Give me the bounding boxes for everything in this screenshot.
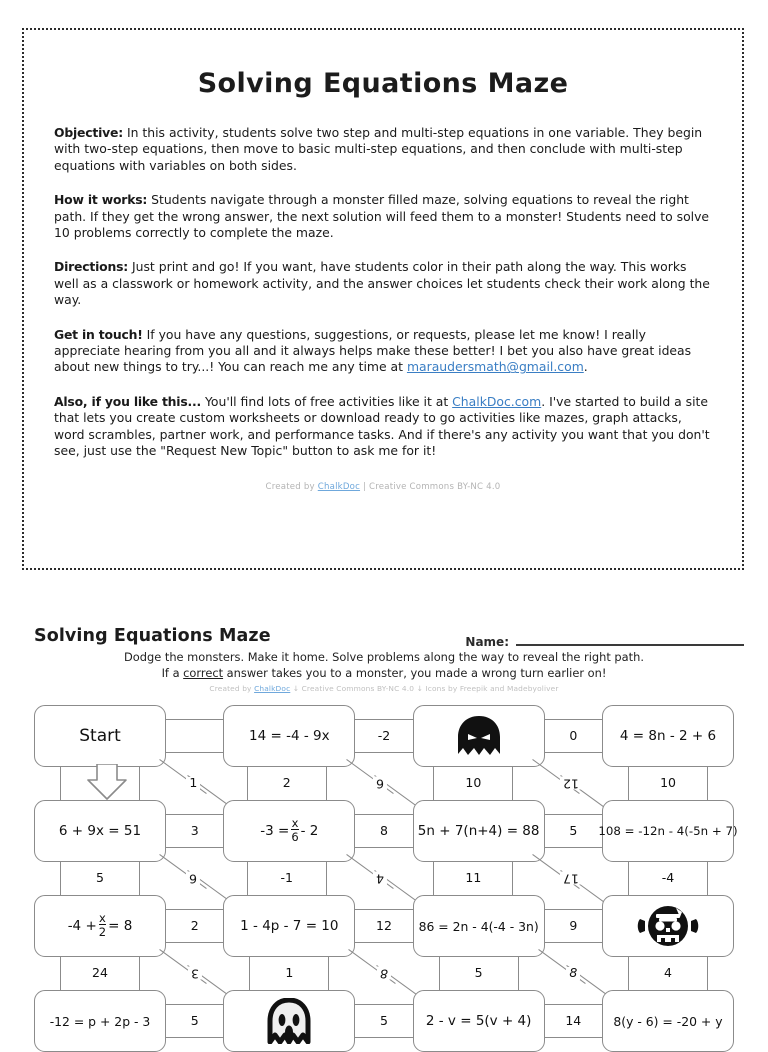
connector-line (166, 752, 223, 753)
maze-link-between-r2-2 (353, 862, 408, 895)
start-arrow-icon (85, 764, 129, 800)
paragraph-body-directions: Just print and go! If you want, have students color in their path along the way. This works well as a classwork or homework activity, and the answer choices let students check their work along the way. (54, 259, 710, 308)
connector-line (139, 862, 140, 895)
maze-answer-b2-3: 17 (560, 872, 582, 885)
maze-cell-r4c1-equation: -12 = p + 2p - 3 (49, 1013, 151, 1029)
maze-gap-1-3 (545, 705, 602, 767)
maze-link-between-r1-2 (353, 767, 408, 800)
maze-gap-2-2 (355, 800, 412, 862)
connector-line (139, 957, 140, 990)
maze-answer-r4-g2: 5 (377, 1015, 391, 1028)
name-field-group (465, 632, 744, 649)
maze-answer-r4-g1: 5 (188, 1015, 202, 1028)
instruction-emphasis-correct: correct (183, 666, 224, 680)
maze-answer-b1-3: 12 (560, 777, 582, 790)
maze-cell-r2c2-equation (260, 815, 319, 844)
maze-answer-u1-4: 10 (657, 777, 679, 790)
maze-answer-b3-3: 8 (566, 967, 580, 980)
connector-line (433, 767, 434, 800)
worksheet-credit-link[interactable]: ChalkDoc (254, 684, 291, 693)
maze-cell-r4c3[interactable] (413, 990, 545, 1052)
connector-line (707, 767, 708, 800)
maze-cell-r2c4[interactable] (598, 800, 738, 862)
maze-gap-2-1 (166, 800, 223, 862)
maze-row-4 (34, 990, 734, 1052)
maze-answer-u1-2: 2 (280, 777, 294, 790)
maze-link-between-r1-1 (166, 767, 221, 800)
fraction (291, 815, 299, 844)
maze-cell-r3c3[interactable] (413, 895, 545, 957)
name-label: Name: (465, 635, 509, 649)
fraction-numerator: x (291, 815, 299, 830)
instruction-line-2-b: answer takes you to a monster, you made a wrong turn earlier on! (223, 666, 607, 680)
maze-gap-3-2 (355, 895, 412, 957)
maze-gap-1-2 (355, 705, 412, 767)
maze-link-between-r3-2 (355, 957, 412, 990)
worksheet-credit (0, 684, 768, 693)
paragraph-how-it-works (54, 192, 712, 241)
ghost-dark-icon (450, 714, 508, 758)
worksheet-header (0, 600, 768, 684)
maze-row-2 (34, 800, 738, 862)
maze-answer-u3-3: 5 (472, 967, 486, 980)
paragraph-body-get-in-touch: If you have any questions, suggestions, or requests, please let me know! I really appreciate hearing from you all and it always helps make these better! I bet you also have great ideas about new things to try...! You can reach me any time at (54, 326, 692, 375)
instruction-line-2 (0, 666, 768, 680)
maze-cell-r4c4[interactable] (602, 990, 734, 1052)
maze-link-under-r1c3 (407, 767, 539, 800)
connector-line (707, 862, 708, 895)
connector-line (628, 767, 629, 800)
maze-link-row-2 (34, 862, 734, 895)
maze-cell-r3c2-equation: 1 - 4p - 7 = 10 (240, 918, 339, 934)
maze-answer-b1-2: 6 (373, 777, 387, 790)
connector-line (707, 957, 708, 990)
paragraph-body-also: You'll find lots of free activities like it at (201, 393, 453, 409)
maze-cell-r4c2-monster[interactable] (223, 990, 355, 1052)
maze-cell-r2c3[interactable] (413, 800, 545, 862)
ghost-outline-icon (264, 998, 314, 1044)
maze-answer-u3-2: 1 (282, 967, 296, 980)
maze-cell-r1c4[interactable] (602, 705, 734, 767)
paragraph-lead-also: Also, if you like this... (54, 393, 202, 409)
maze-link-under-r3c3 (413, 957, 545, 990)
maze-answer-r3-g1: 2 (188, 920, 202, 933)
connector-line (628, 957, 629, 990)
worksheet-credit-pre: Created by (209, 684, 255, 693)
worksheet-page (0, 600, 768, 1029)
maze-answer-u2-1: 5 (93, 872, 107, 885)
name-input-line[interactable] (516, 632, 744, 646)
maze-answer-r2-g2: 8 (377, 825, 391, 838)
maze-answer-u1-3: 10 (462, 777, 484, 790)
paragraph-body-how-it-works: Students navigate through a monster filled maze, solving equations to reveal the right path. If they get the wrong answer, the next solution will feed them to a monster! Students need to solve 10 problems correctly to complete the maze. (54, 192, 710, 241)
maze-cell-r4c4-equation: 8(y - 6) = -20 + y (613, 1013, 723, 1029)
paragraph-tail-get-in-touch: . (583, 359, 588, 375)
maze-gap-3-3 (545, 895, 602, 957)
paragraph-also-if-you-like-this (54, 394, 712, 460)
paragraph-tail-also: . I've started to build a site that lets you create custom worksheets or download ready to go activities like mazes, graph attacks, word scrambles, partner work, and performance tasks. And if there's any activity you want that you don't see, just use the "Request New Topic" button to ask me for it! (54, 393, 710, 459)
connector-line (60, 862, 61, 895)
maze-row-1 (34, 705, 734, 767)
maze-cell-r3c2[interactable] (223, 895, 355, 957)
maze-answer-u2-3: 11 (462, 872, 484, 885)
maze-answer-b3-1: 3 (188, 967, 202, 980)
maze-grid (34, 705, 738, 1052)
maze-answer-r2-g1: 3 (188, 825, 202, 838)
worksheet-title: Solving Equations Maze (34, 626, 271, 646)
maze-cell-r3c1[interactable] (34, 895, 166, 957)
maze-cell-r2c1-equation: 6 + 9x = 51 (58, 823, 142, 839)
paragraph-lead-how-it-works: How it works: (54, 192, 148, 208)
page-title: Solving Equations Maze (197, 68, 569, 99)
instruction-line-2-a: If a (161, 666, 184, 680)
maze-cell-start-label: Start (79, 726, 121, 746)
paragraph-lead-objective: Objective: (54, 125, 124, 140)
fraction (98, 910, 107, 939)
maze-cell-r4c1[interactable] (34, 990, 166, 1052)
maze-cell-r1c2-equation: 14 = -4 - 9x (249, 728, 330, 744)
cover-footer-post: | Creative Commons BY-NC 4.0 (360, 481, 501, 492)
connector-line (60, 767, 61, 800)
maze-link-between-r1-3 (539, 767, 602, 800)
maze-cell-r2c3-equation: 5n + 7(n+4) = 88 (417, 823, 540, 839)
connector-line (166, 719, 223, 720)
maze-link-between-r2-3 (539, 862, 602, 895)
connector-line (247, 767, 248, 800)
maze-cell-r2c2[interactable] (223, 800, 355, 862)
maze-link-between-r2-1 (166, 862, 221, 895)
frac-suffix: = 8 (108, 918, 133, 934)
maze-cell-r1c2[interactable] (223, 705, 355, 767)
maze-link-row-3 (34, 957, 734, 990)
frac-suffix: - 2 (300, 823, 319, 839)
maze-link-under-r3c4 (602, 957, 734, 990)
maze-link-under-r2c1 (34, 862, 166, 895)
maze-link-between-r3-1 (166, 957, 223, 990)
maze-cell-r3c1-equation (67, 910, 133, 939)
maze-answer-r3-g3: 9 (566, 920, 580, 933)
worksheet-credit-post: ↓ Creative Commons BY-NC 4.0 ↓ Icons by Freepik and Madebyoliver (290, 684, 559, 693)
maze-answer-u3-4: 4 (661, 967, 675, 980)
paragraph-directions (54, 259, 712, 308)
connector-line (433, 862, 434, 895)
maze-link-under-r2c4 (602, 862, 734, 895)
connector-line (326, 767, 327, 800)
connector-line (247, 862, 248, 895)
maze-gap-4-3 (545, 990, 602, 1052)
fraction-denominator: 6 (291, 829, 299, 844)
email-link[interactable]: maraudersmath@gmail.com (406, 359, 584, 375)
maze-link-under-r1c2 (221, 767, 353, 800)
connector-line (326, 862, 327, 895)
connector-line (60, 957, 61, 990)
maze-gap-2-3 (545, 800, 602, 862)
maze-cell-start[interactable] (34, 705, 166, 767)
maze-cell-r1c4-equation: 4 = 8n - 2 + 6 (619, 728, 717, 744)
cover-footer-link[interactable]: ChalkDoc (317, 481, 361, 492)
maze-cell-r4c3-equation: 2 - v = 5(v + 4) (425, 1013, 532, 1029)
paragraph-lead-get-in-touch: Get in touch! (54, 326, 143, 342)
maze-answer-r1-g3: 0 (566, 730, 580, 743)
maze-gap-4-2 (355, 990, 412, 1052)
maze-gap-3-1 (166, 895, 223, 957)
paragraph-lead-directions: Directions: (54, 259, 129, 275)
connector-line (512, 862, 513, 895)
maze-answer-r3-g2: 12 (373, 920, 395, 933)
maze-link-row-1 (34, 767, 734, 800)
connector-line (139, 767, 140, 800)
connector-line (512, 767, 513, 800)
maze-link-between-r3-3 (545, 957, 602, 990)
maze-answer-u3-1: 24 (89, 967, 111, 980)
connector-line (628, 862, 629, 895)
connector-line (518, 957, 519, 990)
maze-cell-r3c4-monster[interactable] (602, 895, 734, 957)
maze-gap-1-1 (166, 705, 223, 767)
connector-line (249, 957, 250, 990)
connector-line (328, 957, 329, 990)
maze-answer-u2-4: -4 (659, 872, 677, 885)
maze-link-under-r2c2 (221, 862, 353, 895)
paragraph-objective (54, 125, 712, 174)
maze-answer-r2-g3: 5 (566, 825, 580, 838)
cover-footer (54, 482, 712, 492)
maze-row-3 (34, 895, 734, 957)
fraction-denominator: 2 (98, 924, 107, 939)
maze-answer-r1-g2: -2 (375, 730, 393, 743)
chalkdoc-link[interactable]: ChalkDoc.com (452, 393, 542, 409)
maze-link-under-r3c2 (223, 957, 355, 990)
maze-link-under-r3c1 (34, 957, 166, 990)
paragraph-get-in-touch (54, 327, 712, 376)
cover-card (22, 28, 744, 570)
frac-prefix: -3 = (260, 823, 290, 839)
maze-answer-b1-1: 1 (186, 777, 200, 790)
maze-answer-r4-g3: 14 (562, 1015, 584, 1028)
maze-cell-r1c3-monster[interactable] (413, 705, 545, 767)
maze-cell-r2c4-equation: 108 = -12n - 4(-5n + 7) (598, 824, 738, 838)
cover-footer-pre: Created by (265, 481, 318, 492)
maze-link-under-r1c4 (602, 767, 734, 800)
maze-cell-r3c3-equation: 86 = 2n - 4(-4 - 3n) (418, 918, 539, 934)
zombie-icon (635, 903, 701, 949)
paragraph-body-objective: In this activity, students solve two step and multi-step equations in one variable. They begin with two-step equations, then move to basic multi-step equations, and then conclude with multi-step equations with variables on both sides. (54, 125, 703, 173)
instruction-line-1: Dodge the monsters. Make it home. Solve problems along the way to reveal the right path. (124, 650, 644, 664)
maze-answer-b3-2: 8 (377, 967, 391, 980)
maze-gap-4-1 (166, 990, 223, 1052)
maze-answer-b2-2: 4 (373, 872, 387, 885)
maze-cell-r2c1[interactable] (34, 800, 166, 862)
connector-line (439, 957, 440, 990)
maze-answer-b2-1: 6 (186, 872, 200, 885)
maze-link-under-r2c3 (407, 862, 539, 895)
maze-answer-u2-2: -1 (277, 872, 295, 885)
frac-prefix: -4 + (67, 918, 97, 934)
fraction-numerator: x (99, 910, 106, 925)
